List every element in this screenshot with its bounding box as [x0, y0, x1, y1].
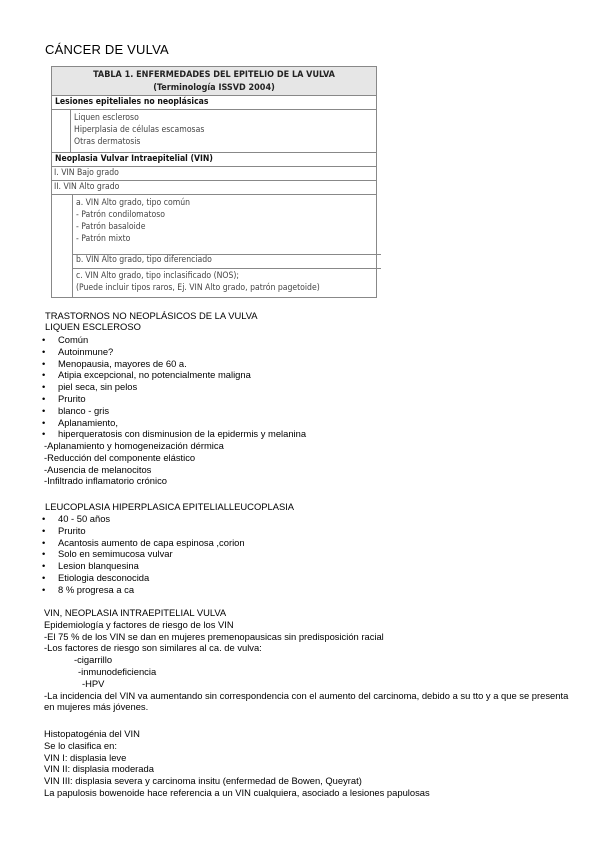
table-title: TABLA 1. ENFERMEDADES DEL EPITELIO DE LA VULVA [93, 70, 335, 80]
table-header [51, 66, 377, 96]
text-line: VIN III: displasia severa y carcinoma insitu (enfermedad de Bowen, Queyrat) [44, 775, 362, 787]
section-subheading: LIQUEN ESCLEROSO [45, 321, 141, 332]
text-line: VIN II: displasia moderada [44, 763, 154, 775]
risk-item: -inmunodeficiencia [78, 665, 157, 677]
list-item: • Acantosis aumento de capa espinosa ,corion [42, 537, 245, 549]
table-subtitle: (Terminología ISSVD 2004) [153, 83, 275, 93]
text-line: -Ausencia de melanocitos [44, 463, 152, 475]
section-heading: Histopatogénia del VIN [44, 728, 140, 739]
section-heading: TRASTORNOS NO NEOPLÁSICOS DE LA VULVA [45, 310, 258, 321]
table-row-vin-i: I. VIN Bajo grado [51, 167, 377, 181]
list-item: • Lesion blanquesina [42, 560, 245, 572]
text-line: en mujeres más jóvenes. [44, 701, 149, 713]
table-item: Hiperplasia de células escamosas [74, 125, 205, 135]
list-item: • hiperqueratosis con disminusion de la epidermis y melanina [42, 428, 306, 440]
risk-item: -cigarrillo [74, 654, 113, 666]
text-lines [44, 440, 224, 487]
text-line: -Los factores de riesgo son similares al ca. de vulva: [44, 642, 262, 654]
list-item: • Etiologia desconocida [42, 572, 245, 584]
text-line: La papulosis bowenoide hace referencia a un VIN cualquiera, asociado a lesiones papulosas [44, 786, 430, 798]
list-item: • Prurito [42, 525, 245, 537]
section-heading: VIN, NEOPLASIA INTRAEPITELIAL VULVA [44, 607, 227, 618]
bullet-list [42, 513, 245, 596]
text-line: VIN I: displasia leve [44, 751, 127, 763]
text-line: -Infiltrado inflamatorio crónico [44, 475, 167, 487]
table-row-vin-ii-types [51, 195, 377, 298]
list-item: • Aplanamiento, [42, 417, 306, 429]
table-cell-type-c: c. VIN Alto grado, tipo inclasificado (NOS); (Puede incluir tipos raros, Ej. VIN Alto grado, patrón pagetoide) [76, 271, 320, 293]
list-item: • Solo en semimucosa vulvar [42, 548, 245, 560]
table-item: Liquen escleroso [74, 113, 139, 123]
table-section-non-neoplastic: Lesiones epiteliales no neoplásicas [51, 96, 377, 110]
table-section-vin: Neoplasia Vulvar Intraepitelial (VIN) [51, 153, 377, 167]
bullet-list [42, 334, 306, 440]
page-title: CÁNCER DE VULVA [45, 42, 169, 57]
text-line: Se lo clasifica en: [44, 739, 117, 751]
table-row-vin-ii: II. VIN Alto grado [51, 181, 377, 195]
section-subheading: Epidemiología y factores de riesgo de los VIN [44, 618, 234, 630]
risk-item: -HPV [82, 677, 105, 689]
list-item: • blanco - gris [42, 405, 306, 417]
histopathogenesis-section [44, 728, 430, 799]
list-item: • piel seca, sin pelos [42, 381, 306, 393]
table-item: Otras dermatosis [74, 137, 141, 147]
list-item: • Prurito [42, 393, 306, 405]
disease-table [51, 66, 377, 298]
text-line: -Reducción del componente elástico [44, 451, 196, 463]
table-row-non-neoplastic-items [51, 110, 377, 153]
text-line: -Aplanamiento y homogeneización dérmica [44, 440, 224, 451]
section-heading: LEUCOPLASIA HIPERPLASICA EPITELIALLEUCOPLASIA [45, 501, 295, 512]
text-line: -El 75 % de los VIN se dan en mujeres premenopausicas sin predisposición racial [44, 630, 384, 642]
text-line: -La incidencia del VIN va aumentando sin correspondencia con el aumento del carcinoma, debido a su tto y a que se presenta [44, 689, 569, 701]
table-cell-type-b: b. VIN Alto grado, tipo diferenciado [72, 254, 381, 269]
list-item: • Atipia excepcional, no potencialmente maligna [42, 369, 306, 381]
table-cell-type-a: a. VIN Alto grado, tipo común - Patrón condilomatoso - Patrón basaloide - Patrón mixto [72, 195, 381, 255]
list-item: • 8 % progresa a ca [42, 584, 245, 596]
list-item: • Menopausia, mayores de 60 a. [42, 358, 306, 370]
list-item: • Común [42, 334, 306, 346]
table-items [70, 112, 204, 148]
vin-section [44, 607, 568, 713]
list-item: • 40 - 50 años [42, 513, 245, 525]
list-item: • Autoinmune? [42, 346, 306, 358]
